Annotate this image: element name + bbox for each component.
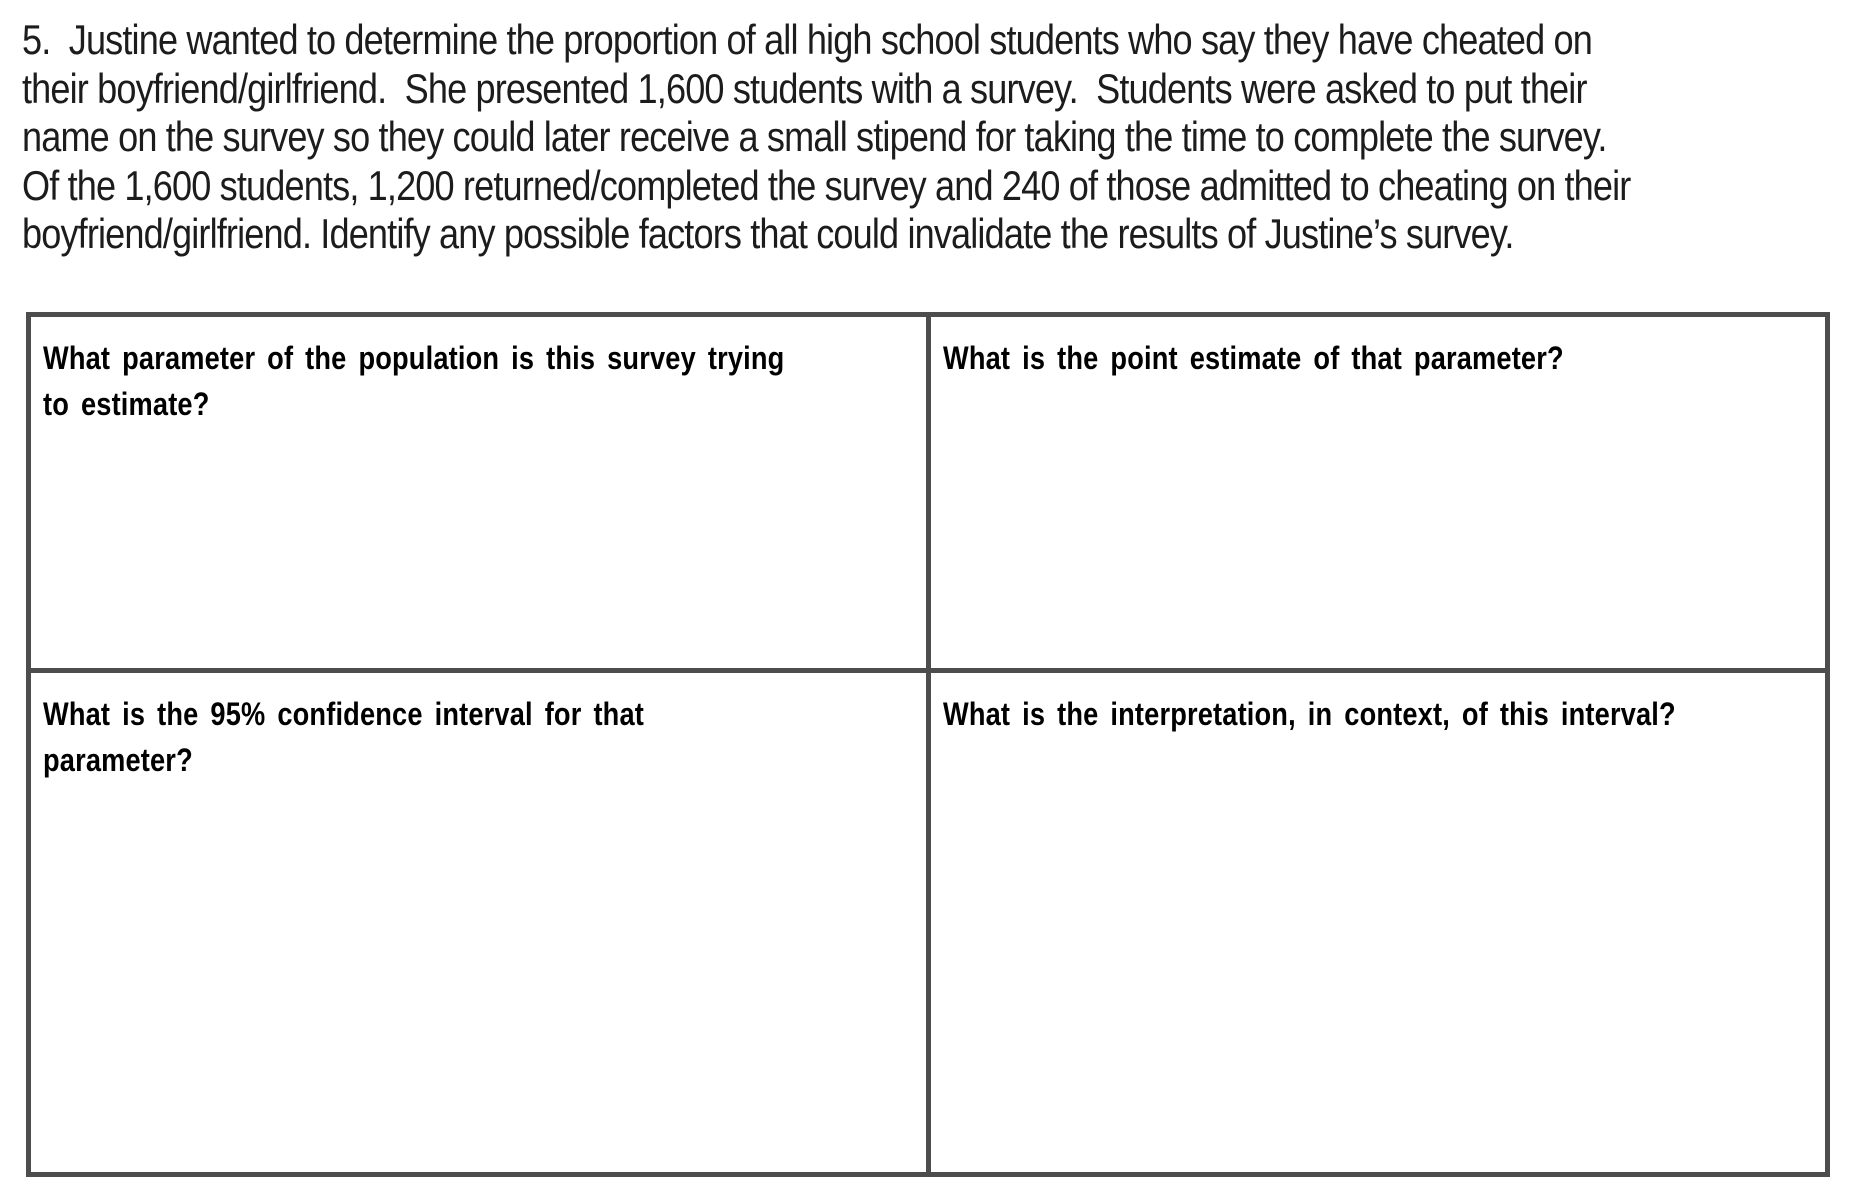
problem-statement bbox=[22, 16, 1631, 259]
cell-point-estimate-question bbox=[928, 315, 1828, 671]
problem-text-line-4: Of the 1,600 students, 1,200 returned/completed the survey and 240 of those admitted to cheating on their bbox=[22, 161, 1631, 209]
interpretation-question-line-1: What is the interpretation, in context, of this interval? bbox=[942, 696, 1676, 732]
point-estimate-question-text bbox=[943, 335, 1683, 381]
interpretation-question-text bbox=[943, 691, 1683, 737]
cell-parameter-question bbox=[29, 315, 929, 671]
problem-text-line-1: 5. Justine wanted to determine the proportion of all high school students who say they have cheated on bbox=[22, 16, 1592, 63]
parameter-question-line-2: to estimate? bbox=[43, 386, 210, 422]
point-estimate-question-line-1: What is the point estimate of that parameter? bbox=[942, 340, 1564, 376]
problem-text-line-5: boyfriend/girlfriend. Identify any possible factors that could invalidate the results of Justine’s survey. bbox=[22, 210, 1514, 258]
cell-confidence-interval-question bbox=[29, 671, 929, 1175]
parameter-question-line-1: What parameter of the population is this survey trying bbox=[43, 340, 785, 376]
confidence-interval-question-text bbox=[43, 691, 783, 783]
question-answer-table bbox=[26, 312, 1830, 1177]
confidence-interval-question-line-1: What is the 95% confidence interval for that bbox=[43, 696, 644, 732]
confidence-interval-question-line-2: parameter? bbox=[43, 742, 193, 778]
problem-text-line-3: name on the survey so they could later receive a small stipend for taking the time to complete the survey. bbox=[22, 113, 1607, 161]
table-row-bottom bbox=[29, 671, 1828, 1175]
problem-text-line-2: their boyfriend/girlfriend. She presented 1,600 students with a survey. Students were asked to put their bbox=[22, 64, 1587, 112]
table-row-top bbox=[29, 315, 1828, 671]
parameter-question-text bbox=[43, 335, 783, 427]
cell-interpretation-question bbox=[928, 671, 1828, 1175]
